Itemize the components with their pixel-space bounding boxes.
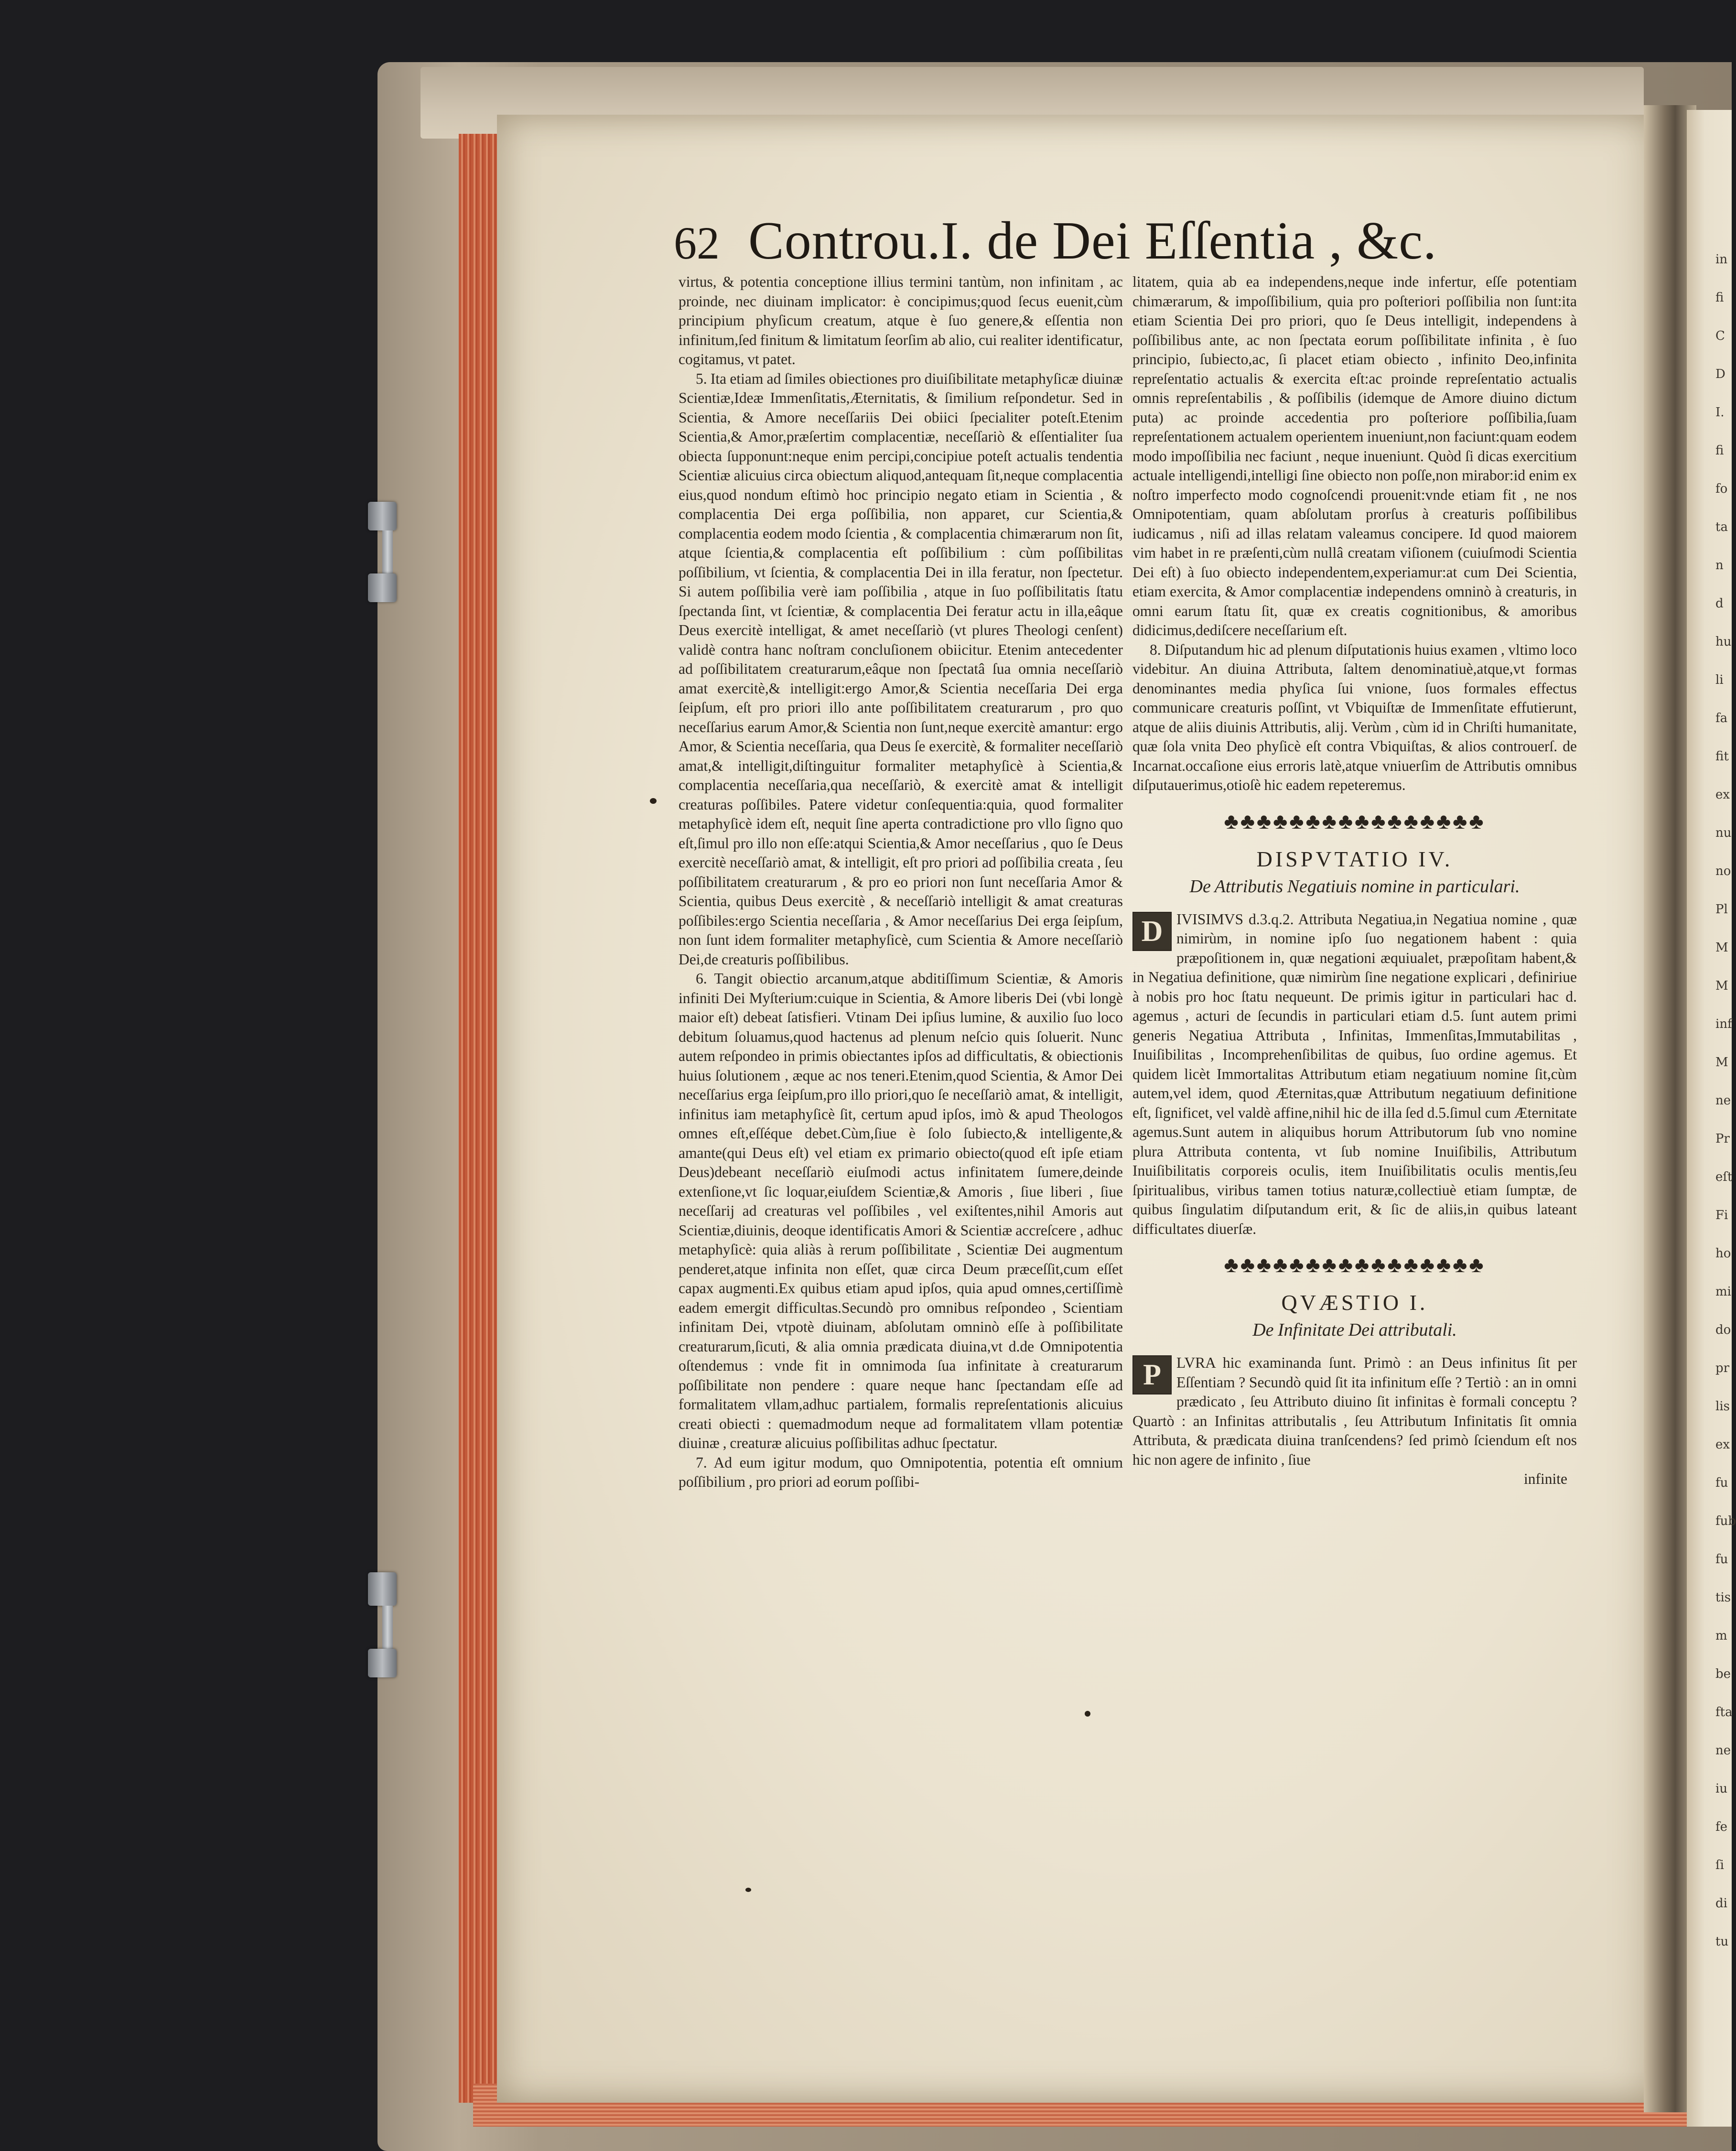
right-page-fragment-text: M [1715, 1055, 1728, 1070]
right-page-fragment-text: D [1715, 367, 1725, 381]
right-page-fragment-text: nu [1715, 826, 1732, 840]
clasp-top-bar [382, 530, 393, 573]
right-page-fragment-text: pr [1715, 1361, 1730, 1375]
paragraph-8: 8. Diſputandum hic ad plenum diſputationis huius examen , vltimo loco videbitur. An diuina Attributa, ſaltem denominatiuè,atque,vt formas denominantes media phyſica ſui vnione, ſuos formales effectus communicare creaturis poſſint, vt Vbiquiſtæ de Immenſitate effutierunt, atque de aliis diuinis Attributis, alij. Verùm , cùm id in Chriſti humanitate, quæ ſola vnita Deo phyſicè eſt contra Vbiquiſtas, & alios controuerſ. de Incarnat.occaſione eius erroris latè,atque vniuerſim de Attributis omnibus diſputauerimus,otioſè hic eadem repeteremus. [1132, 641, 1577, 793]
catchword: infinite [1524, 1470, 1567, 1487]
right-page-fragment-text: iu [1715, 1782, 1728, 1796]
drop-cap-d: D [1132, 912, 1172, 951]
paragraph-5: 5. Ita etiam ad ſimiles obiectiones pro diuiſibilitate metaphyſicæ diuinæ Scientiæ,Ideæ Immenſitatis,Æternitatis, & ſimilium reſpondetur. Sed in Scientia, & Amore neceſſariis Dei obiici ſpecialiter poteſt.Etenim Scientia,& Amor,præſertim complacentiæ, neceſſariò & eſſentialiter ſua obiecta ſupponunt:neque enim percipi,concipiue poteſt actualis tendentia Scientiæ alicuius circa obiectum aliquod,antequam ſit,neque complacentia eius,quod nondum eſtimò hoc principio negato etiam in Scientia , & complacentia Dei erga poſſibilia, non apparet, cur Scientia,& complacentia eodem modo ſcientia , & complacentia chimærarum non ſit, atque ſcientia,& complacentia eſt poſſibilium : cùm poſſibilitas poſſibilium, vt ſcientia, & complacentia Dei in illa feratur, non ſpectetur. Si autem poſſibilia verè iam poſſibilia , atque in ſuo poſſibilitatis ſtatu ſpectanda ſint, vt ſcientiæ, & complacentia Dei feratur actu in illa,eâque Deus exercitè intelligat, & amet neceſſariò (vt plures Theologi cenſent) validè contra hanc noſtram concluſionem obiicitur. Etenim antecedenter ad poſſibilitatem creaturarum,eâque non ſpectatâ ſua omnia neceſſariò amat exercitè,& intelligit:ergo Amor,& Scientia neceſſaria Dei erga ſeipſum, eſt pro priori illo ante poſſibilitatem creaturarum , pro quo neceſſarius earum Amor,& Scientia non ſunt,neque exercitè amantur: ergo Amor, & Scientia neceſſaria, qua Deus ſe exercitè, & formaliter neceſſariò amat,& intelligit,diſtinguitur formaliter metaphyſicè à Scientia,& complacentia neceſſaria,qua neceſſariò, & exercitè amat & intelligit creaturas poſſibiles. Patere videtur conſequentia:quia, quod formaliter metaphyſicè idem eſt, nequit ſine aperta contradictione pro vllo ſigno quo eſt,ſimul pro illo non eſſe:atqui Scientia,& Amor neceſſarius , quo ſe Deus exercitè neceſſariò amat, & intelligit, eſt pro priori ad poſſibilia creata , ſeu poſſibilitatem creaturarum , & pro eo priori non ſunt neceſſaria Amor & Scientia, quibus Deus exercitè , & neceſſariò intelligit & amat creaturas poſſibiles:ergo Scientia neceſſaria , & Amor neceſſarius Dei erga ſeipſum, non ſunt idem formaliter metaphyſicè, cum Scientia & Amore neceſſariò Dei,de creaturis poſſibilibus. [679, 370, 1123, 968]
disputatio-heading: DISPVTATIO IV. [1256, 846, 1453, 871]
page-number: 62 [674, 217, 720, 269]
right-page-fragment-text: ta [1715, 520, 1728, 534]
questio-paragraph [1132, 1353, 1577, 1470]
right-page-fragment-text: Pl [1715, 902, 1728, 917]
right-page-fragment-text: in [1715, 252, 1728, 267]
right-page-fragment-text: Fi [1715, 1208, 1728, 1222]
ink-spot [1085, 1711, 1090, 1717]
clasp-bottom-bar [382, 1606, 393, 1649]
right-page-fragment-text: ne [1715, 1093, 1731, 1108]
questio-text: LVRA hic examinanda ſunt. Primò : an Deus infinitus ſit per Eſſentiam ? Secundò quid ſit ita infinitum eſſe ? Tertiò : an in omni prædicato , ſeu Attributo diuino ſit infinitas è formali conceptu ? Quartò : an Infinitas attributalis , ſeu Attributum Infinitatis ſit omnia Attributa, & prædicata diuina tranſcendens? ſed primò ſciendum eſt nos hic non agere de infinito , ſiue [1132, 1354, 1577, 1468]
right-page-fragment-text: n [1715, 558, 1724, 573]
right-page-fragment-text: di [1715, 1896, 1727, 1911]
disputatio-subheading: De Attributis Negatiuis nomine in particulari. [1189, 876, 1520, 897]
right-page-fragment-text: li [1715, 673, 1724, 687]
running-title: Controu.I. de Dei Eſſentia , &c. [748, 211, 1437, 270]
right-page-fragment-text: be [1715, 1667, 1731, 1681]
right-page-fragment-text: C [1715, 329, 1725, 343]
right-page-fragment-text: ho [1715, 1246, 1731, 1261]
right-page-fragment-text: fe [1715, 1820, 1728, 1834]
clasp-bottom-lower-icon [368, 1649, 397, 1677]
drop-cap-p: P [1132, 1355, 1172, 1394]
right-page-fragment-text: fu [1715, 1552, 1728, 1567]
right-page-fragment-text: ſi [1715, 1858, 1724, 1872]
right-page-fragment-text: I. [1715, 405, 1725, 420]
paragraph-6: 6. Tangit obiectio arcanum,atque abditiſſimum Scientiæ, & Amoris infiniti Dei Myſterium:cuique in Scientia, & Amore liberis Dei (vbi longè maior eſt) debeat ſatisfieri. Vtinam Dei ipſius lumine, & auxilio ſuo loco debitum ſoluamus,quod hactenus ad plenum neſcio quis ſoluerit. Nunc autem reſpondeo in primis obiectantes ipſos ad difficultatis, & obiectionis huius ſolutionem , æque ac nos teneri.Etenim,quod Scientia, & Amor Dei neceſſarius erga ſeipſum,pro illo priori,quo ſe neceſſariò amat, & intelligit, infinitus iam metaphyſicè ſit, certum apud ipſos, imò & apud Theologos omnes eſt,eſſéque debet.Cùm,ſiue è ſolo ſubiecto,& intelligente,& amante(qui Deus eſt) vel etiam ex primario obiecto(quod eſt ipſe etiam Deus)debeant neceſſariò eiuſmodi actus infinitatem ſumere,deinde extenſione,vt ſic loquar,eiuſdem Scientiæ,& Amoris , ſiue liberi , ſiue neceſſarij ad creaturas vel poſſibiles , vel exiſtentes,nihil Amoris aut Scientiæ,diuinis, deoque identificatis Amori & Scientiæ accreſcere , adhuc metaphyſicè: quia aliàs à rerum poſſibilitate , Scientiæ Dei augmentum penderet,atque infinita non eſſet, quæ circa Deum præceſſit,cum eſſet capax augmenti.Ex quibus etiam apud ipſos, quia apud omnes,certiſſimè eadem emergit difficultas.Secundò pro omnibus reſpondeo , Scientiam infinitam Dei, vtpotè diuinam, abſolutam omninò eſſe à poſſibilitate creaturarum,ſicuti, & alia omnia prædicata diuina,vt d.de Omnipotentia oſtendemus : vnde fit in omnimoda ſua infinitate à creaturarum poſſibilitate non pendere : quare neque hanc ſpectandam eſſe ad formalitatem vllam,adhuc partialem, formalis repreſentationis alicuius creati obiecti : quemadmodum neque ad formalitatem vllam potentiæ diuinæ , creaturæ alicuius poſſibilitas adhuc ſpectatur. [679, 970, 1123, 1451]
right-page-fragment-text: fu [1715, 1476, 1728, 1490]
disputatio-text: IVISIMVS d.3.q.2. Attributa Negatiua,in Negatiua nomine , quæ nimirùm, in nomine ipſo ſuo negationem habent : quia præpoſitionem in, quæ negationi æquiualet, præpoſitam habent,& in Negatiua definitione, quæ nimirùm ſine negatione explicari , definiriue à nobis pro hoc ſtatu nequeunt. De primis igitur in particulari hac d. agemus , acturi de ſecundis in particulari etiam d.5. ſunt autem primi generis Negatiua Attributa , Infinitas, Immenſitas,Immutabilitas , Inuiſibilitas , Incomprehenſibilitas de quibus, ſuo ordine agemus. Et quidem licèt Immortalitas Attributum etiam negatiuum nomine ſit,cùm autem,vel idem, quod Æternitas,quæ Attributum negatiuum definitione eſt, ſignificet, vel valdè affine,nihil hic de illa ſed d.5.ſimul cum Æternitate agemus.Sunt autem in aliquibus horum Attributorum ſub vno nomine plura Attributa contenta, vt ſub nomine Inuiſibilis, Attributum Inuiſibilitatis corporeis oculis, item Inuiſibilitatis oculis mentis,ſeu ſpiritualibus, viribus tamen totius naturæ,collectiuè etiam ſumptæ, de quibus ſingulatim diſputandum erit, & ſic de aliis,in quibus lateant difficultates diuerſæ. [1132, 910, 1577, 1237]
right-page-fragment [1687, 110, 1736, 2127]
page-header [674, 210, 1606, 272]
paragraph-7: 7. Ad eum igitur modum, quo Omnipotentia, potentia eſt omnium poſſibilium , pro priori ad eorum poſſibi- [679, 1454, 1123, 1490]
right-page-fragment-text: mi [1715, 1285, 1731, 1299]
questio-subheading: De Infinitate Dei attributali. [1252, 1320, 1457, 1340]
right-page-fragment-text: eſt [1715, 1170, 1733, 1184]
questio-heading: QVÆSTIO I. [1281, 1290, 1428, 1315]
clasp-top-lower-icon [368, 573, 397, 602]
right-page-fragment-text: fi [1715, 291, 1724, 305]
ornament-band-icon: ♣♣♣♣♣♣♣♣♣♣♣♣♣♣♣♣ [1224, 809, 1486, 833]
right-page-fragment-text: ex [1715, 1438, 1730, 1452]
right-page-fragment-text: M [1715, 940, 1728, 955]
right-page-fragment-text: no [1715, 864, 1731, 878]
right-page-fragment-text: lis [1715, 1399, 1730, 1414]
right-page-fragment-text: m [1715, 1629, 1727, 1643]
right-page-fragment-text: fub [1715, 1514, 1736, 1528]
right-page-fragment-text: fi [1715, 443, 1724, 458]
right-page-fragment-text: ex [1715, 788, 1730, 802]
left-text-column [679, 272, 1123, 1492]
right-text-column [1132, 272, 1577, 1489]
clasp-bottom-icon [368, 1572, 397, 1606]
right-page-fragment-text: Pr [1715, 1132, 1730, 1146]
right-page-fragment-text: fa [1715, 711, 1728, 725]
ornament-band-2-icon: ♣♣♣♣♣♣♣♣♣♣♣♣♣♣♣♣ [1224, 1253, 1486, 1277]
ink-spot [745, 1888, 751, 1892]
right-page-fragment-text: fta [1715, 1705, 1733, 1719]
right-page-fragment-text: hu [1715, 635, 1732, 649]
right-page-fragment-text: M [1715, 979, 1728, 993]
right-page-fragment-text: fit [1715, 749, 1729, 764]
paragraph-continuation: virtus, & potentia conceptione illius termini tantùm, non infinitam , ac proinde, nec diuinam implicator: è concipimus;quod ſecus euenit,cùm principium phyſicum creatum, atque è ſuo genere,& eſſentia non infinitum,ſed finitum & limitatum ſeorſim ab alio, cui realiter identificatur, cogitamus, vt patet. [679, 273, 1123, 368]
right-page-fragment-text: ne [1715, 1743, 1731, 1758]
disputatio-paragraph [1132, 910, 1577, 1239]
right-page-fragment-text: d [1715, 596, 1724, 611]
right-page-fragment-text: inf [1715, 1017, 1732, 1031]
clasp-top-icon [368, 502, 397, 530]
right-page-fragment-text: tu [1715, 1935, 1729, 1949]
ink-spot [650, 798, 657, 804]
paragraph-continuation-right: litatem, quia ab ea independens,neque inde infertur, eſſe potentiam chimærarum, & impoſſibilium, quia pro poſteriori poſſibilia non ſunt:ita etiam Scientia Dei pro priori, quo ſe Deus intelligit, independens à poſſibilibus ante, ac non ſpectata eorum poſſibilitate infinita , è ſuo principio, ſubiecto,ac, ſi placet etiam obiecto , infinito Deo,infinita repreſentatio actualis & exercita eſt:ac proinde repreſentatio actualis omnis repreſentabilis , & poſſibilis (idemque de Amore diuino dictum puta) ac proinde accedentia pro poſteriore poſſibilia,ſuam repreſentationem actualem operientem inueniunt,non faciunt:quam eodem modo impoſſibilia nec faciunt , neque inueniunt. Quòd ſi dicas exercitium actuale intelligendi,intelligi ſine obiecto non poſſe,non mirabor:id enim ex noſtro imperfecto modo cognoſcendi prouenit:vnde etiam fit , ne nos Omnipotentiam, quam abſolutam prorſus à creaturis poſſibilibus iudicamus , niſi ad illas relatam valeamus concipere. Id quod maiorem vim habet in re præſenti,cùm nullâ creatam viſionem (cuiuſmodi Scientia Dei eſt) à ſuo obiecto independentem,experiamur:at cum Dei Scientia, etiam exercita, & Amor complacentiæ independens omninò à creaturis, in omni earum ſtatu ſit, quæ ex creatis cognitionibus, & amoribus didicimus,dediſcere neceſſarium eſt. [1132, 273, 1577, 638]
right-page-fragment-text: fo [1715, 482, 1728, 496]
right-page-fragment-text: do [1715, 1323, 1731, 1337]
right-page-fragment-text: tis [1715, 1590, 1731, 1605]
